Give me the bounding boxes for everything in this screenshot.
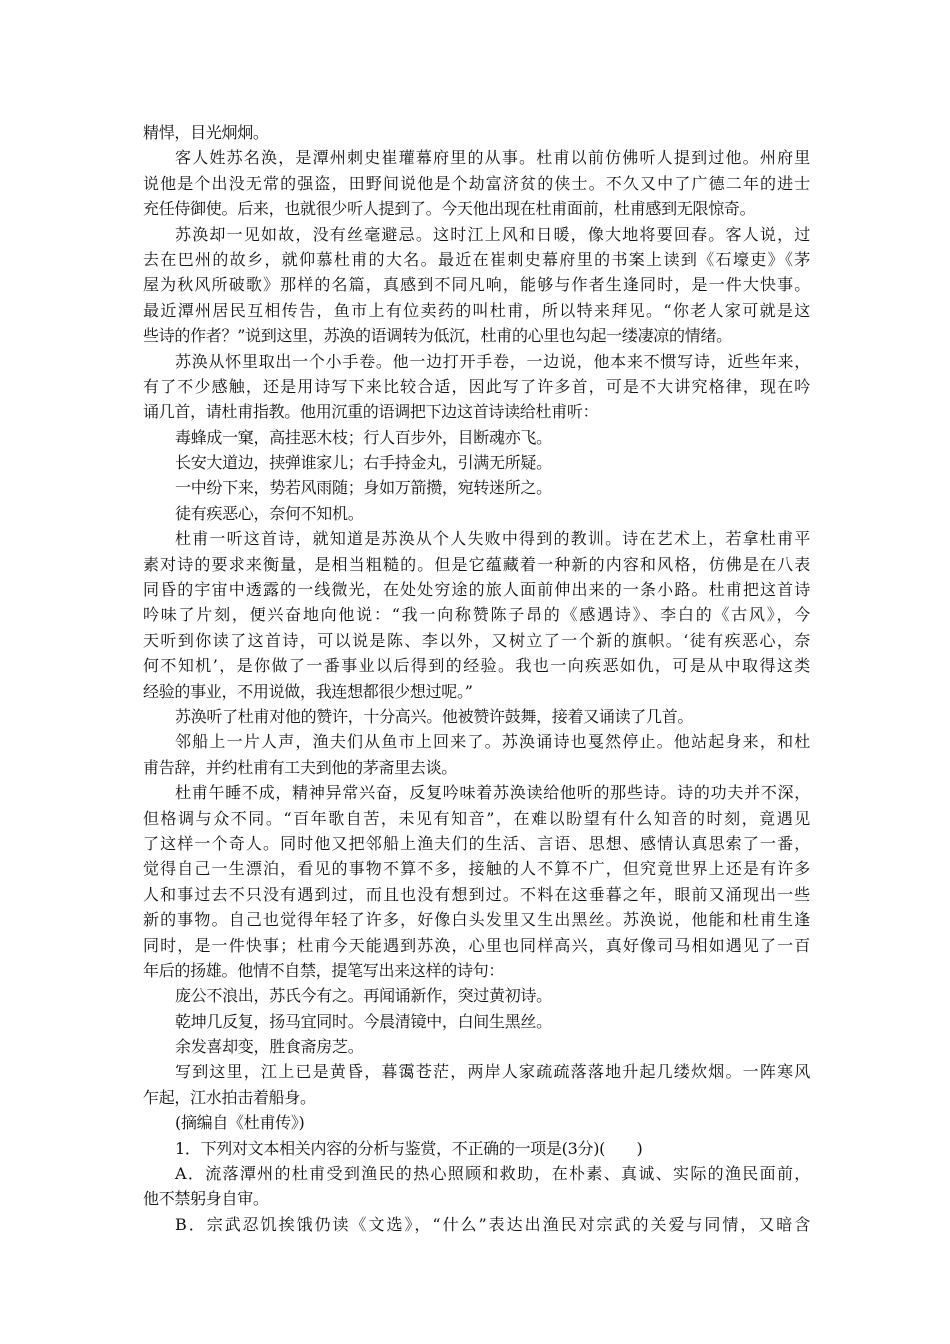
text-line: 长安大道边，挟弹谁家儿；右手持金丸，引满无所疑。 <box>175 453 552 473</box>
text-line: 人和事过去不只没有遇到过，而且也没有想到过。不料在这垂暮之年，眼前又涌现出一些 <box>143 884 810 904</box>
document-page <box>143 120 810 1237</box>
text-line: 苏涣却一见如故，没有丝毫避忌。这时江上风和日暖，像大地将要回春。客人说，过 <box>175 224 810 244</box>
text-line: A．流落潭州的杜甫受到渔民的热心照顾和救助，在朴素、真诚、实际的渔民面前， <box>175 1164 810 1184</box>
text-line: 毒蜂成一窠，高挂恶木枝；行人百步外，目断魂亦飞。 <box>175 427 552 447</box>
text-line: B．宗武忍饥挨饿仍读《文选》，“什么”表达出渔民对宗武的关爱与同情，又暗含 <box>175 1214 810 1234</box>
text-line: 诵几首，请杜甫指教。他用沉重的语调把下边这首诗读给杜甫听： <box>143 402 599 422</box>
text-line: 徒有疾恶心，奈何不知机。 <box>175 503 364 523</box>
text-line: 何不知机’，是你做了一番事业以后得到的经验。我也一向疾恶如仇，可是从中取得这类 <box>143 656 810 676</box>
text-line: 最近潭州居民互相传告，鱼市上有位卖药的叫杜甫，所以特来拜见。“你老人家可就是这 <box>143 300 810 320</box>
text-line: 天听到你读了这首诗，可以说是陈、李以外，又树立了一个新的旗帜。‘徒有疾恶心，奈 <box>143 630 810 650</box>
text-line: 杜甫一听这首诗，就知道是苏涣从个人失败中得到的教训。诗在艺术上，若拿杜甫平 <box>175 529 810 549</box>
text-line: 新的事物。自己也觉得年轻了许多，好像白头发里又生出黑丝。苏涣说，他能和杜甫生逢 <box>143 910 810 930</box>
text-line: 乍起，江水拍击着船身。 <box>143 1087 316 1107</box>
text-line: 苏涣听了杜甫对他的赞许，十分高兴。他被赞许鼓舞，接着又诵读了几首。 <box>175 706 694 726</box>
text-line: 甫告辞，并约杜甫有工夫到他的茅斋里去谈。 <box>143 757 458 777</box>
text-line: 1．下列对文本相关内容的分析与鉴赏，不正确的一项是(3分)( ) <box>175 1138 643 1158</box>
text-line: 些诗的作者？”说到这里，苏涣的语调转为低沉，杜甫的心里也勾起一缕凄凉的情绪。 <box>143 326 732 346</box>
text-line: 去在巴州的故乡，就仰慕杜甫的大名。最近在崔刺史幕府里的书案上读到《石壕吏》《茅 <box>143 249 810 269</box>
text-line: 一中纷下来，势若风雨随；身如万箭攒，宛转迷所之。 <box>175 478 552 498</box>
text-line: 乾坤几反复，扬马宜同时。今晨清镜中，白间生黑丝。 <box>175 1011 552 1031</box>
text-line: 他不禁躬身自审。 <box>143 1189 269 1209</box>
text-line: 经验的事业，不用说做，我连想都很少想过呢。” <box>143 681 473 701</box>
text-line: 精悍，目光炯炯。 <box>143 123 269 142</box>
text-line: 杜甫午睡不成，精神异常兴奋，反复吟味着苏涣读给他听的那些诗。诗的功夫并不深， <box>175 783 810 803</box>
text-line: 庞公不浪出，苏氏今有之。再闻诵新作，突过黄初诗。 <box>175 986 552 1006</box>
text-line: 有了不少感触，还是用诗写下来比较合适，因此写了许多首，可是不大讲究格律，现在吟 <box>143 376 810 396</box>
text-line: 年后的扬雄。他情不自禁，提笔写出来这样的诗句： <box>143 960 505 980</box>
text-line: 说他是个出没无常的强盗，田野间说他是个劫富济贫的侠士。不久又中了广德二年的进士 <box>143 173 810 193</box>
text-line: 素对诗的要求来衡量，是相当粗糙的。但是它蕴藏着一种新的内容和风格，仿佛是在八表 <box>143 554 810 574</box>
text-line: 同时，是一件快事；杜甫今天能遇到苏涣，心里也同样高兴，真好像司马相如遇见了一百 <box>143 935 810 955</box>
text-line: (摘编自《杜甫传》) <box>175 1113 305 1133</box>
text-line: 但格调与众不同。“百年歌自苦，未见有知音”，在难以盼望有什么知音的时刻，竟遇见 <box>143 808 810 828</box>
text-line: 苏涣从怀里取出一个小手卷。他一边打开手卷，一边说，他本来不惯写诗，近些年来， <box>175 351 810 371</box>
text-line: 客人姓苏名涣，是潭州刺史崔瓘幕府里的从事。杜甫以前仿佛听人提到过他。州府里 <box>175 148 810 168</box>
text-line: 余发喜却变，胜食斋房芝。 <box>175 1037 364 1057</box>
text-line: 邻船上一片人声，渔夫们从鱼市上回来了。苏涣诵诗也戛然停止。他站起身来，和杜 <box>175 732 810 752</box>
text-line: 充任侍御使。后来，也就很少听人提到了。今天他出现在杜甫面前，杜甫感到无限惊奇。 <box>143 199 756 219</box>
text-line: 写到这里，江上已是黄昏，暮霭苍茫，两岸人家疏疏落落地升起几缕炊烟。一阵寒风 <box>175 1062 810 1082</box>
text-line: 同昏的宇宙中透露的一线微光，在处处穷途的旅人面前伸出来的一条小路。杜甫把这首诗 <box>143 580 810 600</box>
text-line: 觉得自己一生漂泊，看见的事物不算不多，接触的人不算不广，但究竟世界上还是有许多 <box>143 859 810 879</box>
text-line: 了这样一个奇人。同时他又把邻船上渔夫们的生活、言语、思想、感情认真思索了一番， <box>143 833 810 853</box>
text-line: 屋为秋风所破歌》那样的名篇，真感到不同凡响，能够与作者生逢同时，是一件大快事。 <box>143 275 810 295</box>
text-line: 吟味了片刻，便兴奋地向他说：“我一向称赞陈子昂的《感遇诗》、李白的《古风》，今 <box>143 605 810 625</box>
